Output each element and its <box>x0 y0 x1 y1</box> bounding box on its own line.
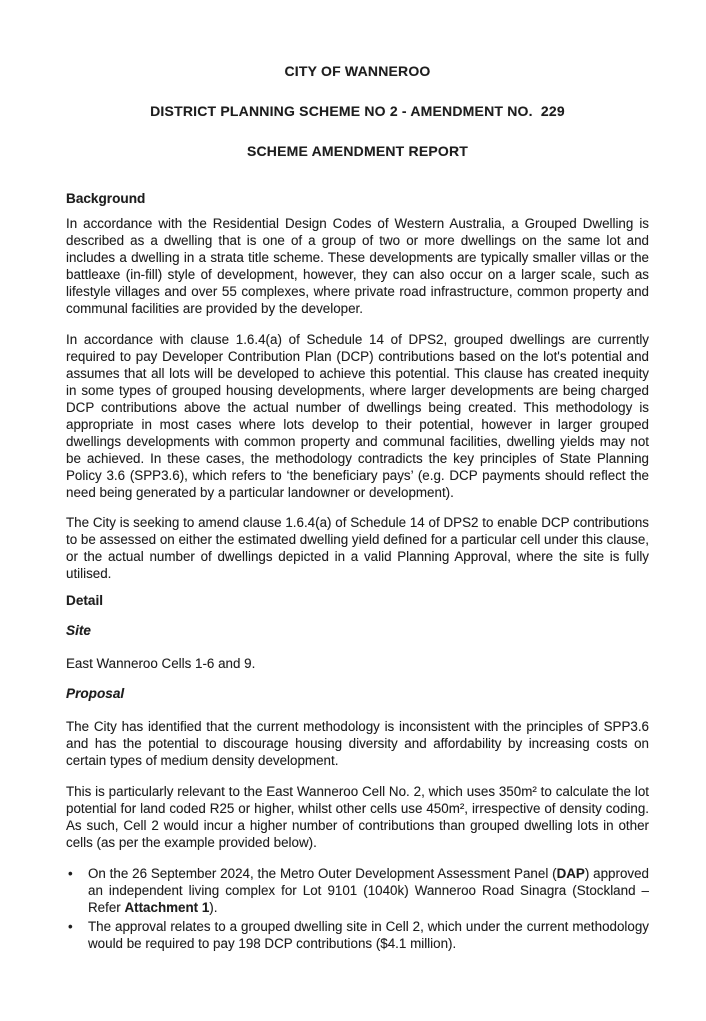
bullet1-text-attachment-bold: Attachment 1 <box>124 900 210 915</box>
proposal-bullet-list <box>66 865 649 952</box>
bullet1-text-2: ) approved an independent living complex for Lot 9101 (1040k) Wanneroo Road Sinagra (Stockland – Refer <box>88 866 649 915</box>
doc-title-line-3: SCHEME AMENDMENT REPORT <box>246 143 469 159</box>
heading-site: Site <box>66 623 91 638</box>
background-paragraph-3: The City is seeking to amend clause 1.6.4(a) of Schedule 14 of DPS2 to enable DCP contributions to be assessed on either the estimated dwelling yield defined for a particular cell under this clause, or the actual number of dwellings depicted in a valid Planning Approval, where the site is fully utilised. <box>66 515 649 581</box>
proposal-paragraph-1: The City has identified that the current methodology is inconsistent with the principles of SPP3.6 and has the potential to discourage housing diversity and affordability by increasing costs on certain types of medium density development. <box>66 719 649 768</box>
doc-title-line-1: CITY OF WANNEROO <box>284 63 431 79</box>
site-text: East Wanneroo Cells 1-6 and 9. <box>66 656 256 671</box>
bullet1-text-3: ). <box>209 900 218 915</box>
heading-detail: Detail <box>66 593 104 608</box>
bullet1-text-dap-bold: DAP <box>556 866 585 881</box>
bullet-item-approval-relates: • The approval relates to a grouped dwelling site in Cell 2, which under the current methodology would be required to pay 198 DCP contributions ($4.1 million). <box>66 918 649 952</box>
bullet-item-dap-approval <box>66 865 649 916</box>
proposal-paragraph-2: This is particularly relevant to the East Wanneroo Cell No. 2, which uses 350m² to calculate the lot potential for land coded R25 or higher, whilst other cells use 450m², irrespective of density coding. As such, Cell 2 would incur a higher number of contributions than grouped dwelling lots in other cells (as per the example provided below). <box>66 784 649 850</box>
background-paragraph-2: In accordance with clause 1.6.4(a) of Schedule 14 of DPS2, grouped dwellings are currently required to pay Developer Contribution Plan (DCP) contributions based on the lot's potential and assumes that all lots will be developed to achieve this potential. This clause has created inequity in some types of grouped housing developments, where larger developments are being charged DCP contributions above the actual number of dwellings being created. This methodology is appropriate in most cases where lots develop to their potential, however in larger grouped dwellings developments with common property and communal facilities, dwelling yields may not be achieved. In these cases, the methodology contradicts the key principles of State Planning Policy 3.6 (SPP3.6), which refers to ‘the beneficiary pays’ (e.g. DCP payments should reflect the need being generated by a particular landowner or development). <box>66 332 649 500</box>
doc-title-line-2: DISTRICT PLANNING SCHEME NO 2 - AMENDMENT NO. 229 <box>150 103 565 119</box>
background-paragraph-1: In accordance with the Residential Design Codes of Western Australia, a Grouped Dwelling is described as a dwelling that is one of a group of two or more dwellings on the same lot and includes a dwelling in a strata title scheme. These developments are typically smaller villas or the battleaxe (in-fill) style of development, however, they can also occur on a larger scale, such as lifestyle villages and over 55 complexes, where private road infrastructure, common property and communal facilities are provided by the developer. <box>66 216 649 316</box>
heading-background: Background <box>66 191 146 206</box>
bullet1-text-1: On the 26 September 2024, the Metro Outer Development Assessment Panel ( <box>88 866 557 881</box>
heading-proposal: Proposal <box>66 686 125 701</box>
